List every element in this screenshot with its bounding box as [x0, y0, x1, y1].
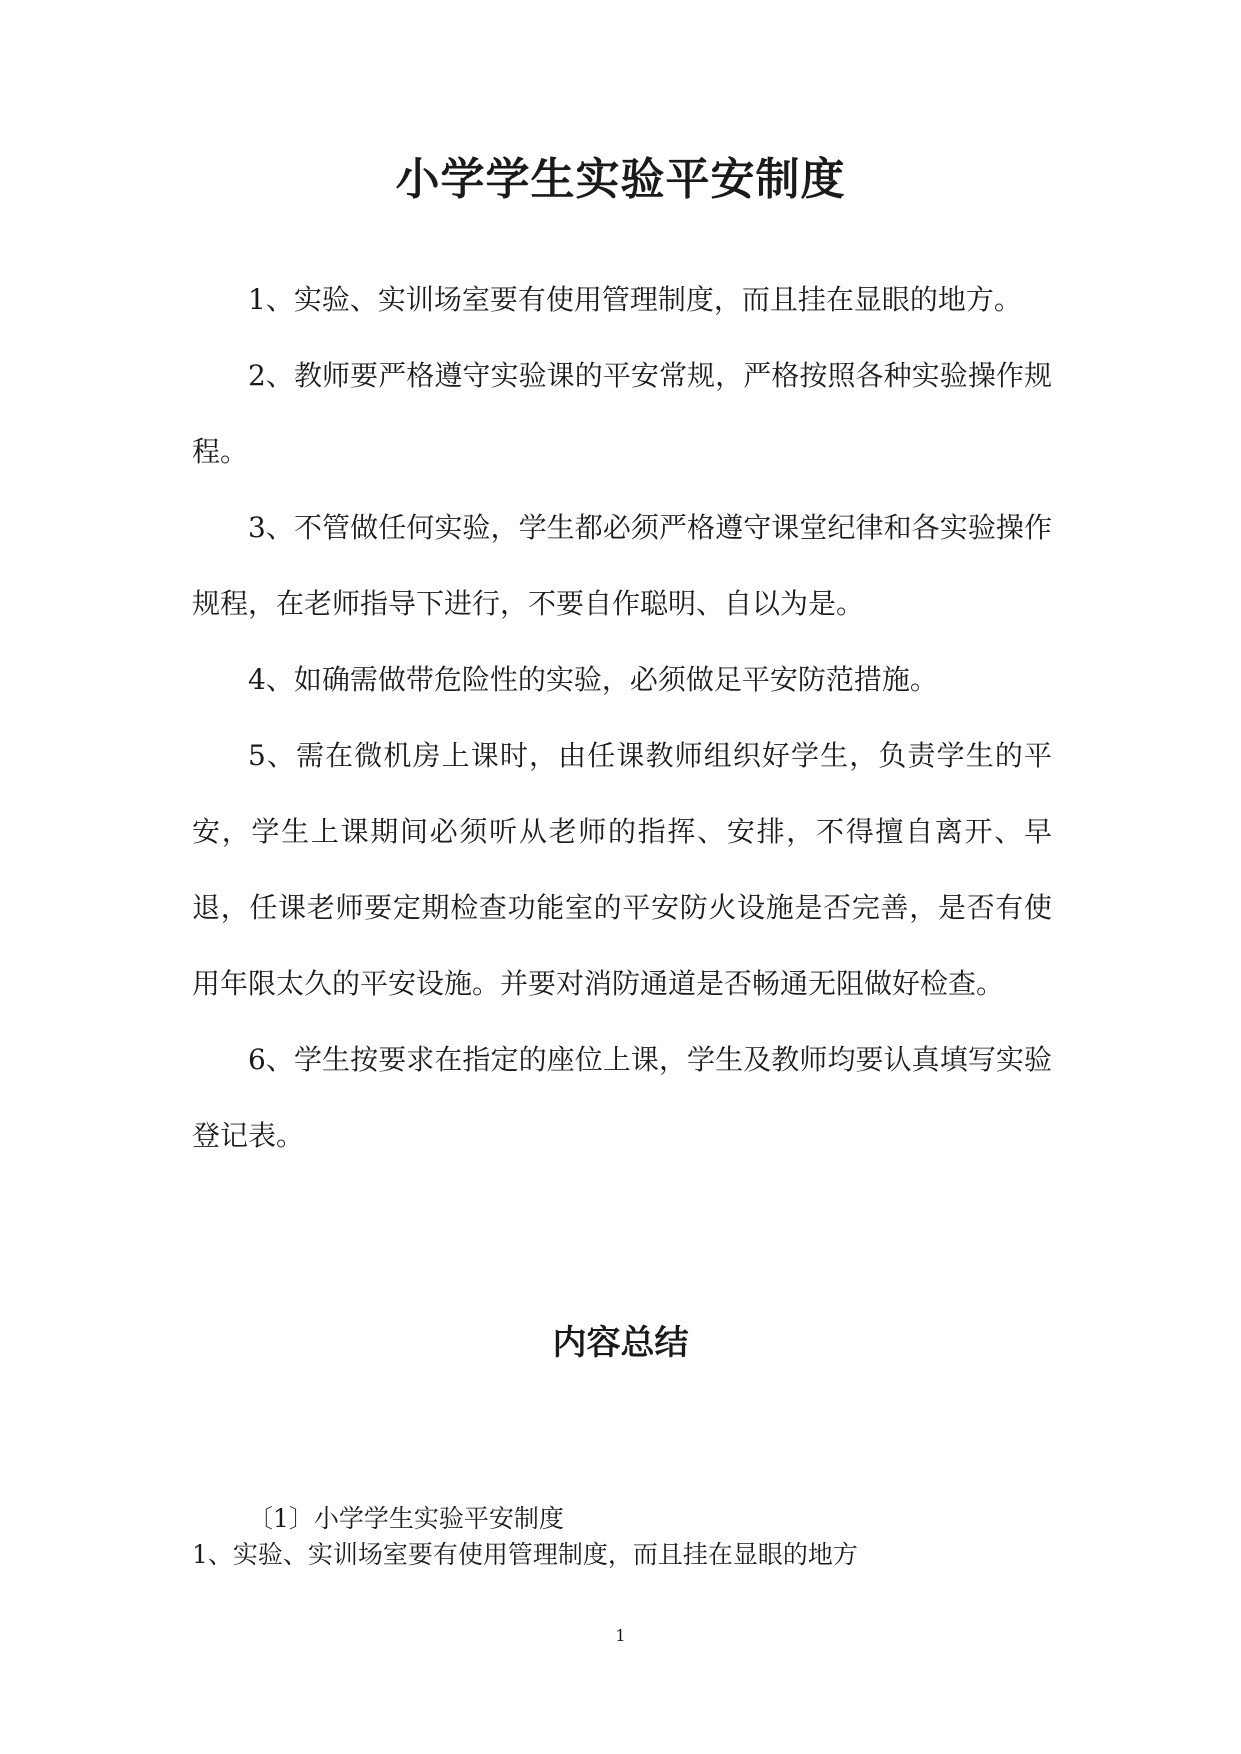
- paragraph-3: 3、不管做任何实验，学生都必须严格遵守课堂纪律和各实验操作规程，在老师指导下进行，不要自作聪明、自以为是。: [192, 511, 1052, 620]
- paragraph-1: 1、实验、实训场室要有使用管理制度，而且挂在显眼的地方。: [248, 283, 1022, 316]
- document-title: 小学学生实验平安制度: [395, 154, 846, 205]
- paragraph-4: 4、如确需做带危险性的实验，必须做足平安防范措施。: [248, 663, 938, 696]
- paragraph-6: 6、学生按要求在指定的座位上课，学生及教师均要认真填写实验登记表。: [192, 1043, 1052, 1152]
- page-number: 1: [615, 1626, 626, 1645]
- summary-heading: 内容总结: [552, 1323, 689, 1363]
- paragraph-5: 5、需在微机房上课时，由任课教师组织好学生，负责学生的平安，学生上课期间必须听从老师的指挥、安排，不得擅自离开、早退，任课老师要定期检查功能室的平安防火设施是否完善，是否有使用年限太久的平安设施。并要对消防通道是否畅通无阻做好检查。: [192, 739, 1052, 1000]
- document-body: [192, 262, 1052, 1174]
- summary-item-label: 〔1〕小学学生实验平安制度: [248, 1504, 564, 1533]
- paragraph-2: 2、教师要严格遵守实验课的平安常规，严格按照各种实验操作规程。: [192, 359, 1052, 468]
- summary-item-text: 1、实验、实训场室要有使用管理制度，而且挂在显眼的地方: [192, 1540, 858, 1569]
